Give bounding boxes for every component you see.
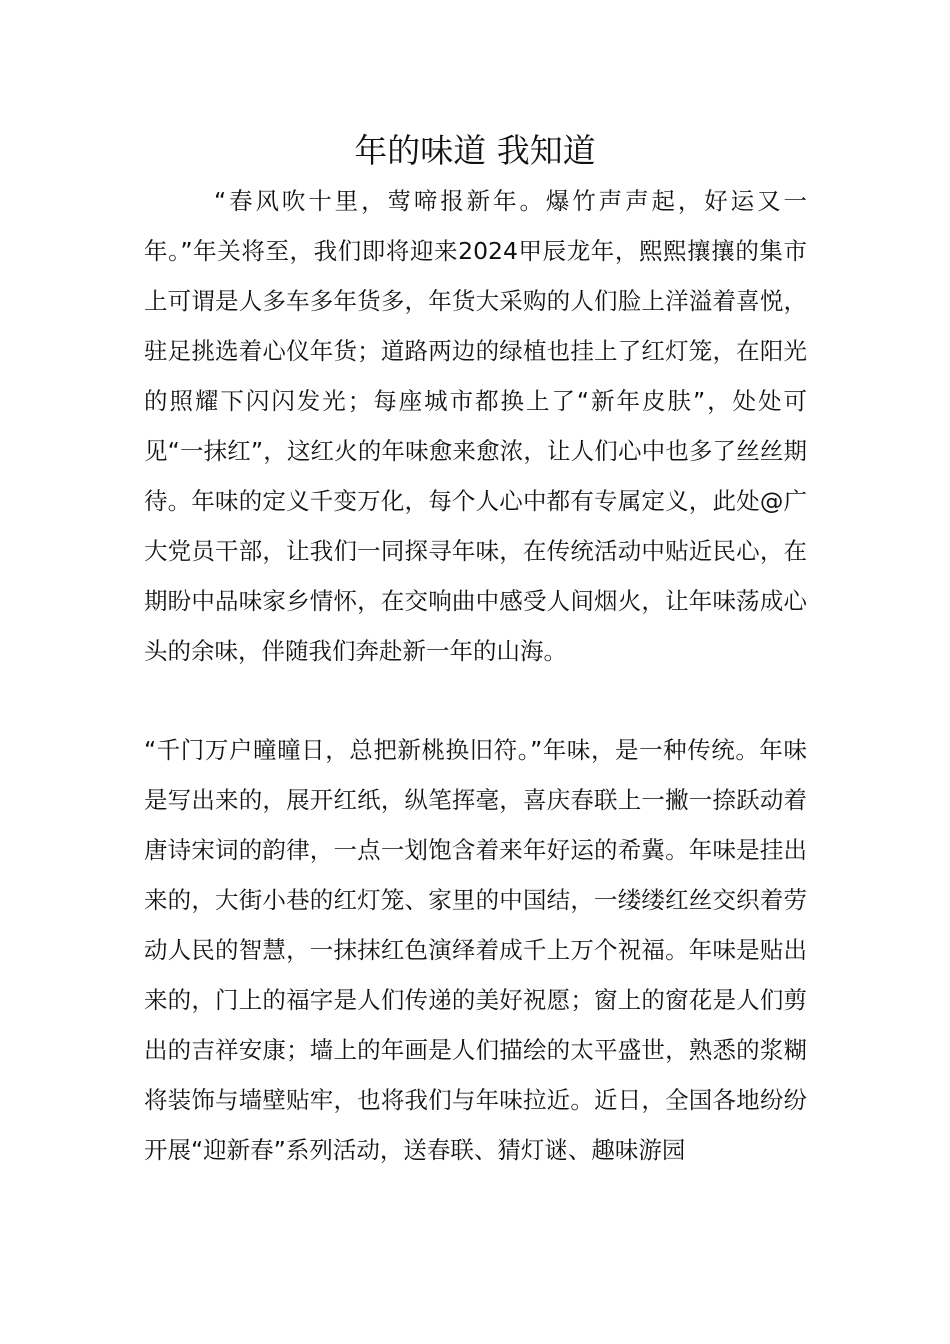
paragraph-2: “千门万户曈曈日，总把新桃换旧符。”年味，是一种传统。年味是写出来的，展开红纸，纵笔挥毫，喜庆春联上一撇一捺跃动着唐诗宋词的韵律，一点一划饱含着来年好运的希冀。年味是挂出来的，大街小巷的红灯笼、家里的中国结，一缕缕红丝交织着劳动人民的智慧，一抹抹红色演绎着成千上万个祝福。年味是贴出来的，门上的福字是人们传递的美好祝愿；窗上的窗花是人们剪出的吉祥安康；墙上的年画是人们描绘的太平盛世，熟悉的浆糊将装饰与墙壁贴牢，也将我们与年味拉近。近日，全国各地纷纷开展“迎新春”系列活动，送春联、猜灯谜、趣味游园 (144, 736, 807, 1164)
document-title: 年的味道 我知道 (354, 131, 596, 170)
paragraph-1: “春风吹十里，莺啼报新年。爆竹声声起，好运又一年。”年关将至，我们即将迎来2024甲辰龙年，熙熙攘攘的集市上可谓是人多车多年货多，年货大采购的人们脸上洋溢着喜悦，驻足挑选着心仪年货；道路两边的绿植也挂上了红灯笼，在阳光的照耀下闪闪发光；每座城市都换上了“新年皮肤”，处处可见“一抹红”，这红火的年味愈来愈浓，让人们心中也多了丝丝期待。年味的定义千变万化，每个人心中都有专属定义，此处@广大党员干部，让我们一同探寻年味，在传统活动中贴近民心，在期盼中品味家乡情怀，在交响曲中感受人间烟火，让年味荡成心头的余味，伴随我们奔赴新一年的山海。 (144, 187, 807, 665)
